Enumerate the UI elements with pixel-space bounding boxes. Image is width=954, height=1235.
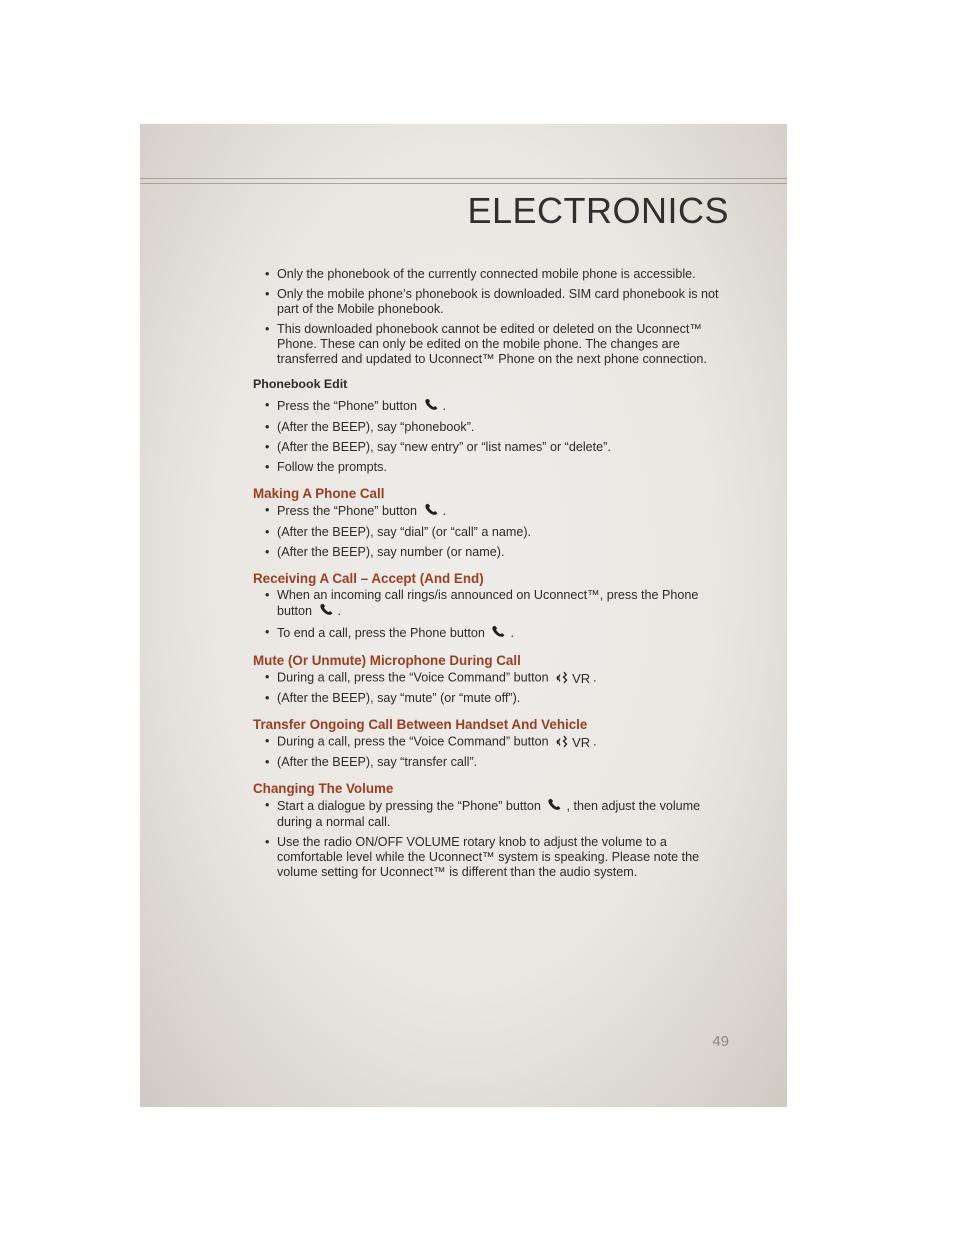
list-item [253,588,723,620]
mute-list [253,670,723,706]
header-rule-top [140,178,787,179]
list-item: • (After the BEEP), say “new entry” or “list names” or “delete”. [253,440,723,455]
making-call-list [253,503,723,560]
item-text: During a call, press the “Voice Command” button [277,734,549,749]
item-text-end: . [442,398,447,413]
item-text-end: . [593,734,597,749]
list-item: • (After the BEEP), say “dial” (or “call” a name). [253,525,723,540]
phonebook-edit-heading: Phonebook Edit [253,377,348,391]
transfer-list [253,734,723,770]
list-item [253,798,723,830]
list-item: • (After the BEEP), say number (or name). [253,545,723,560]
item-text: Start a dialogue by pressing the “Phone” button [277,798,541,813]
phone-icon [319,603,335,620]
voice-command-icon [555,734,590,750]
phonebook-edit-list [253,398,723,475]
page-content [253,267,723,885]
list-item: • Use the radio ON/OFF VOLUME rotary knob to adjust the volume to a comfortable level while the Uconnect™ system is speaking. Please note the volume setting for Uconnect™ is different than the audio system. [253,835,723,880]
list-item: • (After the BEEP), say “phonebook”. [253,420,723,435]
receiving-call-list [253,588,723,642]
phone-icon [424,503,440,520]
item-text: To end a call, press the Phone button [277,625,485,640]
list-item: • Only the mobile phone’s phonebook is downloaded. SIM card phonebook is not part of the Mobile phonebook. [253,287,723,317]
item-text: During a call, press the “Voice Command” button [277,670,549,685]
item-text-end: , then adjust the volume during a normal call. [277,798,701,829]
item-text: Press the “Phone” button [277,398,418,413]
vr-label: VR [572,670,591,686]
manual-page [140,124,787,1107]
list-item [253,734,723,750]
item-text: When an incoming call rings/is announced on Uconnect™, press the Phone button [277,588,699,618]
item-text-end: . [442,503,447,518]
list-item: • (After the BEEP), say “transfer call”. [253,755,723,770]
intro-list [253,267,723,367]
phone-icon [424,398,440,415]
vr-label: VR [572,734,591,750]
list-item: • (After the BEEP), say “mute” (or “mute off”). [253,691,723,706]
voice-command-icon [555,670,590,686]
page-number: 49 [712,1033,729,1050]
volume-heading: Changing The Volume [253,781,394,796]
list-item [253,503,723,520]
item-text-end: . [593,670,597,685]
item-text-end: . [510,625,514,640]
list-item: • Only the phonebook of the currently connected mobile phone is accessible. [253,267,723,282]
mute-heading: Mute (Or Unmute) Microphone During Call [253,653,521,668]
making-call-heading: Making A Phone Call [253,486,385,501]
item-text-end: . [337,603,342,618]
volume-list [253,798,723,880]
list-item [253,670,723,686]
transfer-heading: Transfer Ongoing Call Between Handset And Vehicle [253,717,588,732]
list-item: • Follow the prompts. [253,460,723,475]
section-title: ELECTRONICS [467,190,729,231]
item-text: Press the “Phone” button [277,503,418,518]
phone-icon [547,798,563,815]
phone-icon [491,625,507,642]
list-item: • This downloaded phonebook cannot be edited or deleted on the Uconnect™ Phone. These can only be edited on the mobile phone. The changes are transferred and updated to Uconnect™ Phone on the next phone connection. [253,322,723,367]
list-item [253,398,723,415]
header-rule-bottom [140,183,787,184]
list-item [253,625,723,642]
receiving-call-heading: Receiving A Call – Accept (And End) [253,571,484,586]
